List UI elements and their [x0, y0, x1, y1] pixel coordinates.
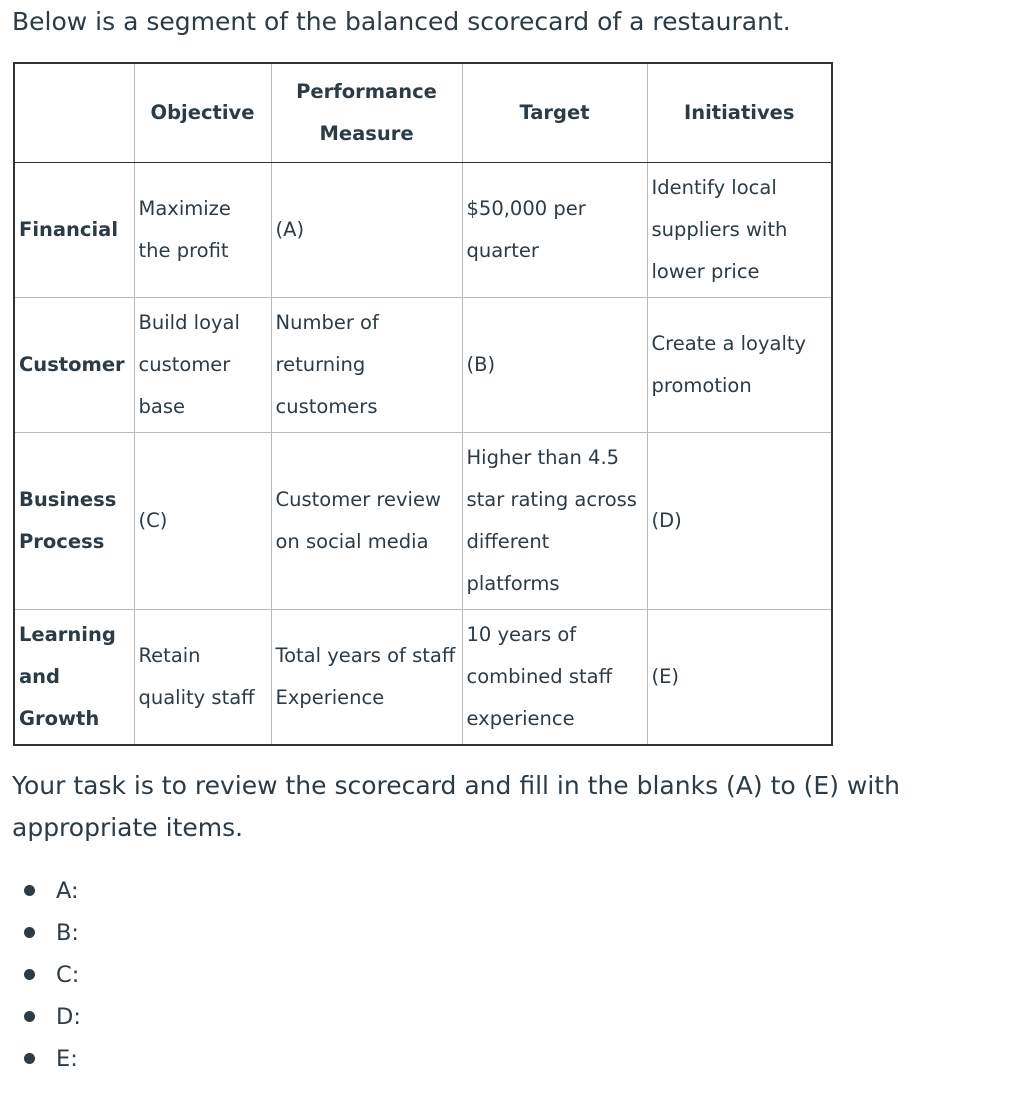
objective-cell: Retain quality staff: [134, 610, 271, 745]
perspective-cell: Learning and Growth: [14, 610, 134, 745]
answer-label: A:: [56, 878, 79, 904]
list-item: [0, 912, 81, 954]
initiatives-cell: (D): [647, 433, 832, 610]
answer-label: C:: [56, 962, 80, 988]
task-text: Your task is to review the scorecard and fill in the blanks (A) to (E) with appropriate items.: [12, 771, 900, 842]
header-initiatives: Initiatives: [647, 63, 832, 163]
objective-cell: Build loyal customer base: [134, 298, 271, 433]
header-performance-measure: Performance Measure: [271, 63, 462, 163]
objective-cell: (C): [134, 433, 271, 610]
table-row: [14, 610, 832, 745]
measure-cell: Customer review on social media: [271, 433, 462, 610]
balanced-scorecard-table: [13, 62, 833, 746]
bullet-icon: [24, 885, 35, 896]
list-item: [0, 870, 81, 912]
list-item: [0, 996, 81, 1038]
target-cell: $50,000 per quarter: [462, 163, 647, 298]
perspective-cell: Financial: [14, 163, 134, 298]
measure-cell: Number of returning customers: [271, 298, 462, 433]
header-target: Target: [462, 63, 647, 163]
table-row: [14, 298, 832, 433]
list-item: [0, 1038, 81, 1080]
intro-text: Below is a segment of the balanced scorecard of a restaurant.: [12, 7, 791, 36]
table-row: [14, 163, 832, 298]
header-row: [14, 63, 832, 163]
answer-label: B:: [56, 920, 80, 946]
objective-cell: Maximize the profit: [134, 163, 271, 298]
initiatives-cell: Identify local suppliers with lower price: [647, 163, 832, 298]
bullet-icon: [24, 927, 35, 938]
measure-cell: (A): [271, 163, 462, 298]
answer-label: E:: [56, 1046, 78, 1072]
answer-label: D:: [56, 1004, 81, 1030]
measure-cell: Total years of staff Experience: [271, 610, 462, 745]
header-objective: Objective: [134, 63, 271, 163]
bullet-icon: [24, 1053, 35, 1064]
initiatives-cell: Create a loyalty promotion: [647, 298, 832, 433]
perspective-cell: Customer: [14, 298, 134, 433]
initiatives-cell: (E): [647, 610, 832, 745]
target-cell: (B): [462, 298, 647, 433]
bullet-icon: [24, 1011, 35, 1022]
header-empty: [14, 63, 134, 163]
perspective-cell: Business Process: [14, 433, 134, 610]
list-item: [0, 954, 81, 996]
bullet-icon: [24, 969, 35, 980]
answer-list: [0, 870, 81, 1080]
target-cell: 10 years of combined staff experience: [462, 610, 647, 745]
table-row: [14, 433, 832, 610]
target-cell: Higher than 4.5 star rating across different platforms: [462, 433, 647, 610]
